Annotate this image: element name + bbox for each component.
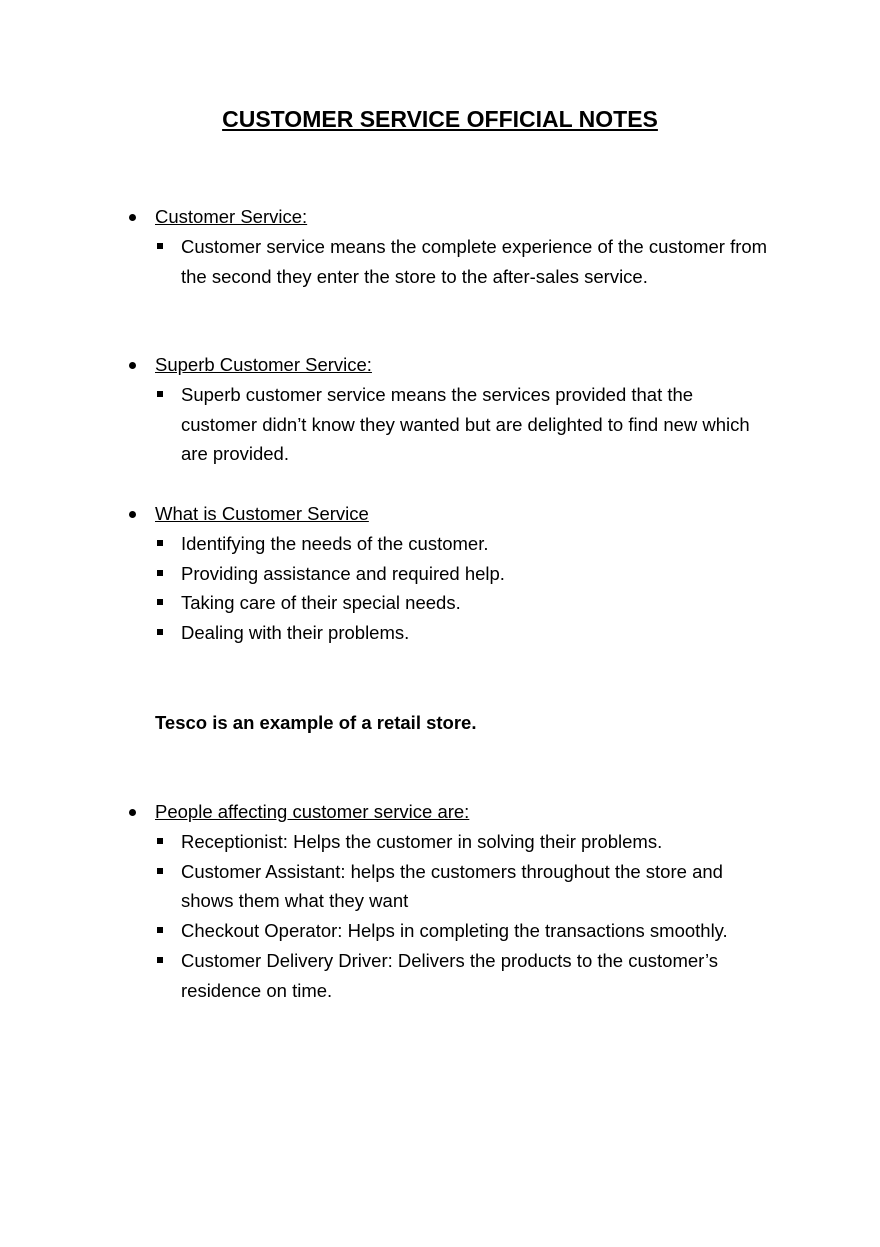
square-bullet-icon — [157, 570, 163, 576]
list-item: Customer service means the complete experience of the customer from the second they enter the store to the after-sales service. — [126, 232, 771, 292]
page-title: CUSTOMER SERVICE OFFICIAL NOTES — [222, 106, 658, 132]
tesco-note: Tesco is an example of a retail store. — [155, 712, 477, 733]
list-item: Checkout Operator: Helps in completing the transactions smoothly. — [126, 916, 771, 946]
bullet-icon — [129, 511, 136, 518]
list-item: Customer Assistant: helps the customers throughout the store and shows them what they want — [126, 857, 771, 917]
list-item: Customer Delivery Driver: Delivers the products to the customer’s residence on time. — [126, 946, 771, 1006]
square-bullet-icon — [157, 391, 163, 397]
bullet-icon — [129, 809, 136, 816]
section-heading: What is Customer Service — [126, 499, 786, 529]
bullet-icon — [129, 214, 136, 221]
square-bullet-icon — [157, 243, 163, 249]
list-item: Dealing with their problems. — [126, 618, 771, 648]
list-item: Receptionist: Helps the customer in solving their problems. — [126, 827, 771, 857]
list-item: Providing assistance and required help. — [126, 559, 771, 589]
section-customer-service — [126, 202, 786, 291]
square-bullet-icon — [157, 540, 163, 546]
square-bullet-icon — [157, 957, 163, 963]
list-item: Identifying the needs of the customer. — [126, 529, 771, 559]
section-what-is-customer-service — [126, 499, 786, 648]
section-people-affecting — [126, 797, 786, 1006]
square-bullet-icon — [157, 599, 163, 605]
square-bullet-icon — [157, 838, 163, 844]
section-heading: Superb Customer Service: — [126, 350, 786, 380]
section-heading: People affecting customer service are: — [126, 797, 786, 827]
square-bullet-icon — [157, 868, 163, 874]
bullet-icon — [129, 362, 136, 369]
square-bullet-icon — [157, 927, 163, 933]
section-superb-customer-service — [126, 350, 786, 469]
list-item: Taking care of their special needs. — [126, 588, 771, 618]
square-bullet-icon — [157, 629, 163, 635]
section-heading: Customer Service: — [126, 202, 786, 232]
list-item: Superb customer service means the services provided that the customer didn’t know they wanted but are delighted to find new which are provided. — [126, 380, 771, 469]
